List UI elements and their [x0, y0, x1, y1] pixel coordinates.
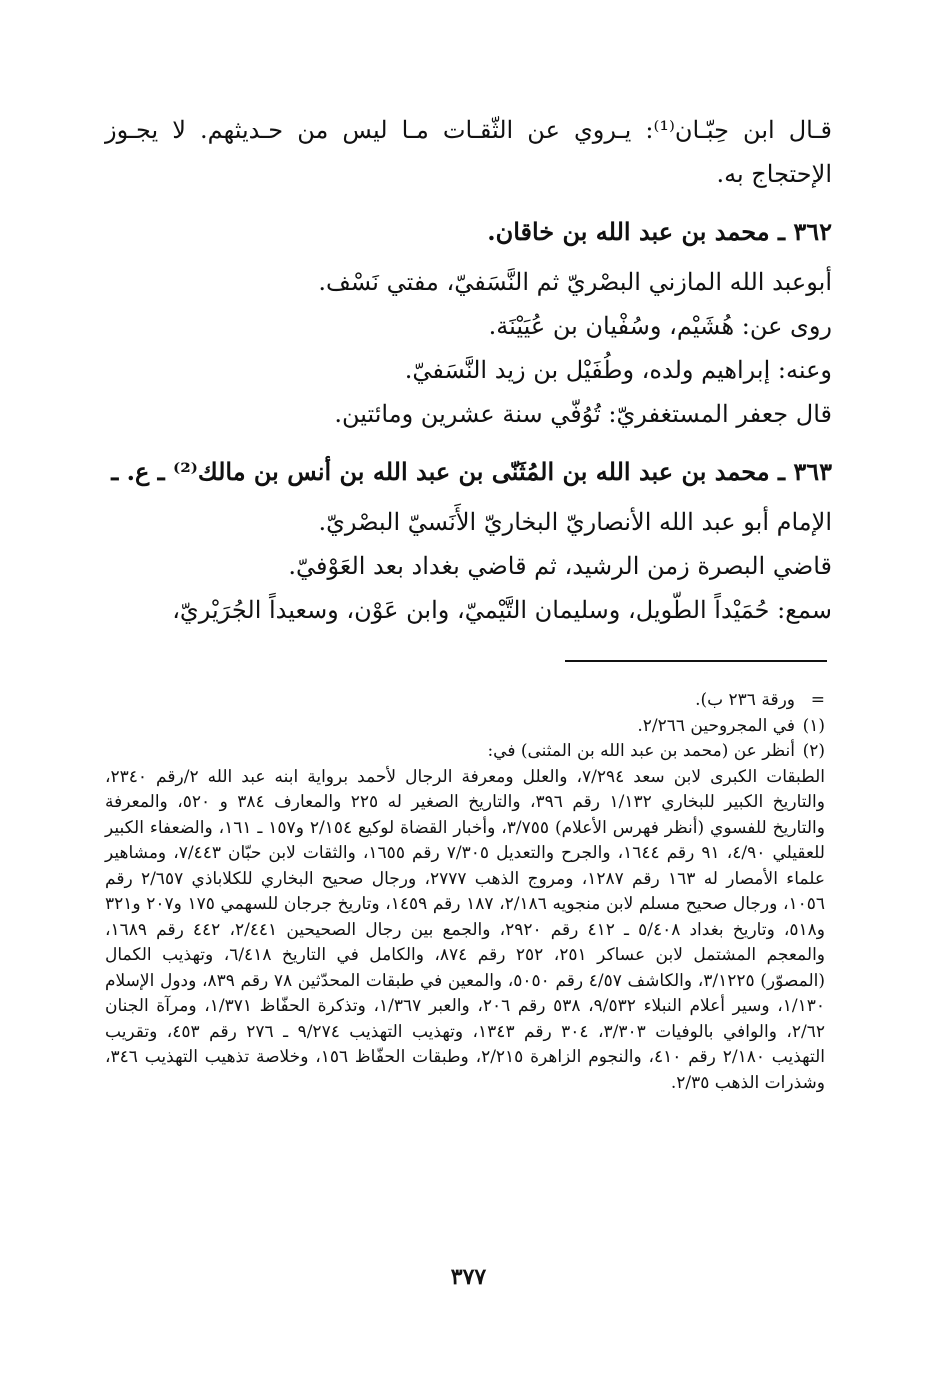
entry-line: قال جعفر المستغفريّ: تُوُفّي سنة عشرين ومائتين. — [334, 400, 832, 428]
entry-heading: ٣٦٣ ـ محمد بن عبد الله بن المُثَنّى بن عبد الله بن أنس بن مالك⁽²⁾ ـ ع. ـ — [111, 457, 832, 486]
entry-line: وعنه: إبراهيم ولده، وطُفَيْل بن زيد النَّسَفيّ. — [404, 356, 832, 384]
footnote-item — [105, 714, 825, 740]
footnote-marker: (١) — [802, 715, 825, 736]
entry-line: قاضي البصرة زمن الرشيد، ثم قاضي بغداد بعد العَوْفيّ. — [288, 552, 832, 580]
footnote-text: في المجروحين ٢/٢٦٦. — [637, 715, 795, 736]
entry-362 — [105, 210, 832, 436]
footnotes — [105, 688, 825, 1096]
entry-363 — [105, 450, 832, 632]
entry-heading: ٣٦٢ ـ محمد بن عبد الله بن خاقان. — [487, 217, 832, 246]
entry-line: روى عن: هُشَيْم، وسُفْيان بن عُيَيْنَة. — [488, 312, 832, 340]
entry-line: الإمام أبو عبد الله الأنصاريّ البخاريّ الأَنَسيّ البصْريّ. — [318, 508, 832, 536]
entry-line: أبوعبد الله المازني البصْريّ ثم النَّسَفيّ، مفتي نَسْف. — [318, 268, 832, 296]
main-text — [105, 108, 832, 632]
footnote-references: الطبقات الكبرى لابن سعد ٧/٢٩٤، والعلل ومعرفة الرجال لأحمد برواية ابنه عبد الله ٢/رقم ٢٣٤٠، والتاريخ الكبير للبخاري ١/١٣٢ رقم ٣٩٦، والتاريخ الصغير له ٢٢٥ والمعارف ٣٨٤ و ٥٢٠، والمعرفة والتاريخ للفسوي (أنظر فهرس الأعلام) ٣/٧٥٥، وأخبار القضاة لوكيع ٢/١٥٤ و١٥٧ ـ ١٦١، والضعفاء الكبير للعقيلي ٤/٩٠، ٩١ رقم ١٦٤٤، والجرح والتعديل ٧/٣٠٥ رقم ١٦٥٥، والثقات لابن حبّان ٧/٤٤٣، ومشاهير علماء الأمصار له ١٦٣ رقم ١٢٨٧، ومروج الذهب ٢٧٧٧، ورجال صحيح البخاري للكلاباذي ٢/٦٥٧ رقم ١٠٥٦، ورجال صحيح مسلم لابن منجويه ٢/١٨٦، ١٨٧ رقم ١٤٥٩، وتاريخ جرجان للسهمي ١٧٥ و٢٠٧ و٣٢١ و٥١٨، وتاريخ بغداد ٥/٤٠٨ ـ ٤١٢ رقم ٢٩٢٠، والجمع بين رجال الصحيحين ٢/٤٤١، ٤٤٢ رقم ١٦٨٩، والمعجم المشتمل لابن عساكر ٢٥١، ٢٥٢ رقم ٨٧٤، والكامل في التاريخ ٦/٤١٨، وتهذيب الكمال (المصوّر) ٣/١٢٢٥، والكاشف ٤/٥٧ رقم ٥٠٥٠، والمعين في طبقات المحدّثين ٧٨ رقم ٨٣٩، ودول الإسلام ١/١٣٠، وسير أعلام النبلاء ٩/٥٣٢، ٥٣٨ رقم ٢٠٦، والعبر ١/٣٦٧، وتذكرة الحفّاظ ١/٣٧١، ومرآة الجنان ٢/٦٢، والوافي بالوفيات ٣/٣٠٣، ٣٠٤ رقم ١٣٤٣، وتهذيب التهذيب ٩/٢٧٤ ـ ٢٧٦ رقم ٤٥٣، وتقريب التهذيب ٢/١٨٠ رقم ٤١٠، والنجوم الزاهرة ٢/٢١٥، وطبقات الحفّاظ ١٥٦، وخلاصة تذهيب التهذيب ٣٤٦، وشذرات الذهب ٢/٣٥. — [105, 766, 826, 1093]
footnote-marker: = — [810, 690, 825, 710]
page-number: ٣٧٧ — [450, 1264, 487, 1290]
intro-paragraph: قـال ابن حِبّـان⁽¹⁾: يـروي عن الثّقـات مـا ليس من حـديثهم. لا يجـوز الإحتجاج به. — [105, 116, 833, 188]
footnote-item — [105, 739, 825, 765]
entry-line: سمع: حُمَيْداً الطّويل، وسليمان التَّيْميّ، وابن عَوْن، وسعيداً الجُرَيْريّ، — [172, 596, 832, 624]
footnote-marker: (٢) — [802, 741, 825, 761]
footnote-divider — [565, 660, 827, 662]
footnote-item — [105, 688, 825, 714]
footnote-text: ورقة ٢٣٦ ب). — [695, 690, 795, 710]
footnote-text: أنظر عن (محمد بن عبد الله بن المثنى) في: — [487, 741, 795, 761]
